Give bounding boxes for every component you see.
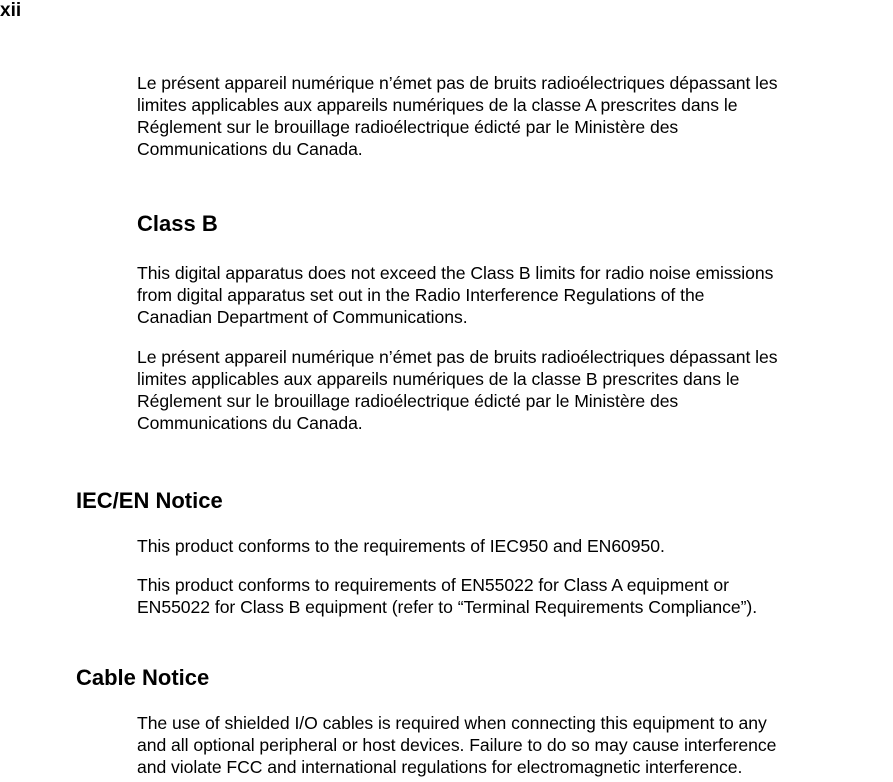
class-b-french-paragraph: Le présent appareil numérique n’émet pas de bruits radioélectriques dépassant les limites applicables aux appareils numériques de la classe B prescrites dans le Réglement sur le brouillage radioélectrique édicté par le Ministère des Communications du Canada. — [137, 347, 778, 433]
iec-paragraph-1: This product conforms to the requirements of IEC950 and EN60950. — [137, 536, 665, 556]
cable-notice-paragraph: The use of shielded I/O cables is required when connecting this equipment to any and all optional peripheral or host devices. Failure to do so may cause interference and violate FCC and international regulations for electromagnetic interference. — [137, 713, 777, 777]
iec-en-notice-heading: IEC/EN Notice — [76, 488, 223, 513]
iec-paragraph-2: This product conforms to requirements of EN55022 for Class A equipment or EN55022 for Class B equipment (refer to “Terminal Requirements Compliance”). — [137, 575, 758, 617]
class-b-english-paragraph: This digital apparatus does not exceed the Class B limits for radio noise emissions from digital apparatus set out in the Radio Interference Regulations of the Canadian Department of Communications. — [137, 263, 774, 327]
page-number: xii — [0, 0, 22, 21]
cable-notice-heading: Cable Notice — [76, 665, 210, 690]
class-b-heading: Class B — [137, 211, 218, 236]
class-a-french-paragraph: Le présent appareil numérique n’émet pas de bruits radioélectriques dépassant les limites applicables aux appareils numériques de la classe A prescrites dans le Réglement sur le brouillage radioélectrique édicté par le Ministère des Communications du Canada. — [137, 73, 778, 159]
